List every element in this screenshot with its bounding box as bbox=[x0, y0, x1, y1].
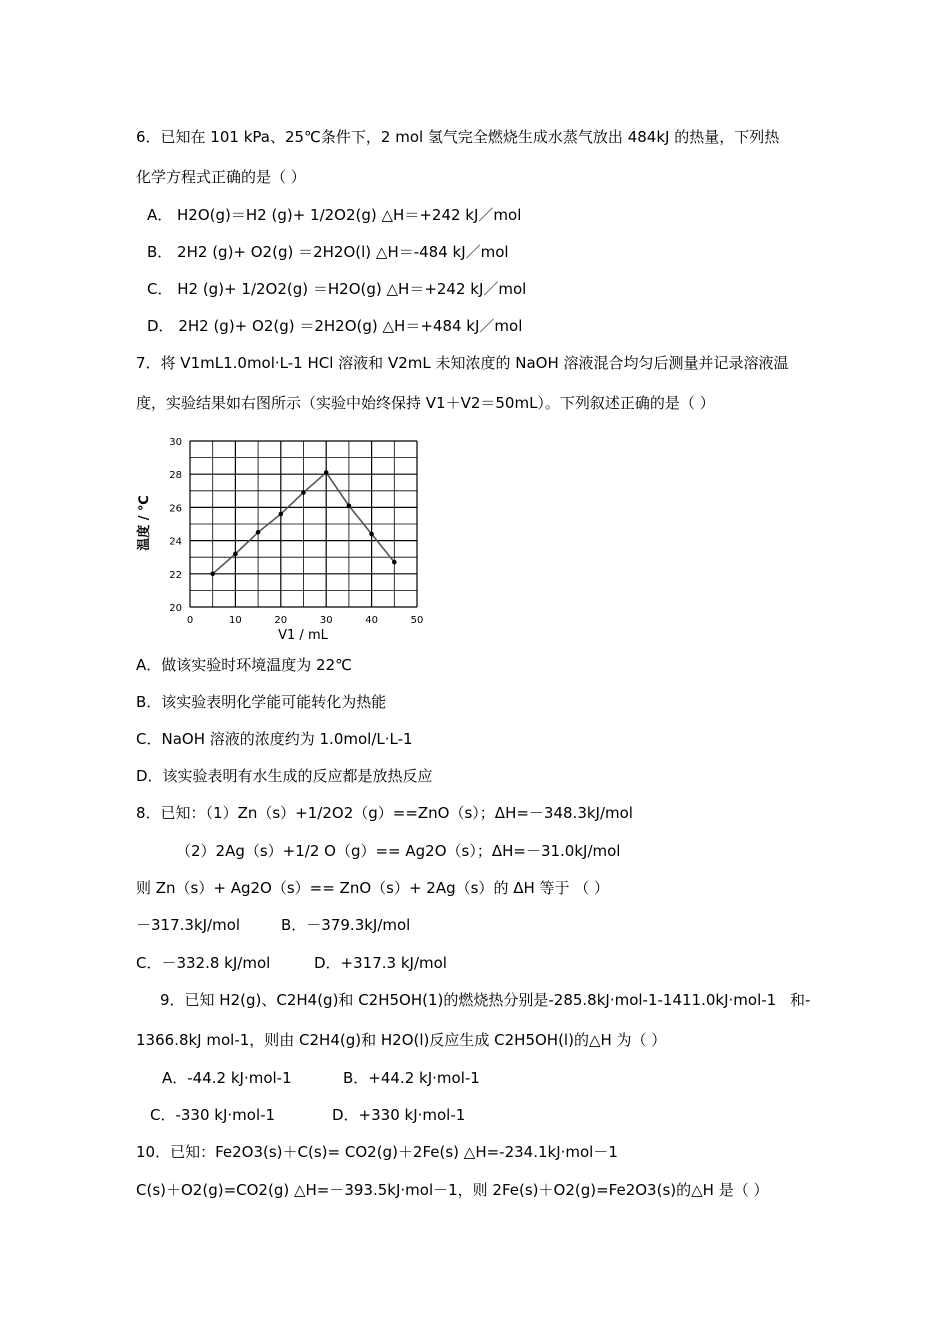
q7-stem-line2: 度，实验结果如右图所示（实验中始终保持 V1＋V2＝50mL）。下列叙述正确的是（ ） bbox=[136, 394, 715, 412]
q9-stem-line1: 9．已知 H2(g)、C2H4(g)和 C2H5OH(1)的燃烧热分别是-285.8kJ·mol-1-1411.0kJ·mol-1 bbox=[160, 991, 777, 1009]
data-point bbox=[369, 532, 374, 537]
q9-stem-line2: 1366.8kJ mol-1，则由 C2H4(g)和 H2O(l)反应生成 C2H5OH(l)的△H 为（ ） bbox=[136, 1031, 667, 1049]
q9-option-d: D．+330 kJ·mol-1 bbox=[332, 1106, 466, 1124]
q9-stem-line1-end: 和- bbox=[790, 991, 811, 1009]
q6-option-a: A． H2O(g)＝H2 (g)+ 1/2O2(g) △H＝+242 kJ／mol bbox=[147, 206, 522, 224]
q8-option-c: C．－332.8 kJ/mol bbox=[136, 954, 271, 972]
chart-ticks bbox=[169, 437, 423, 626]
q6-option-b: B． 2H2 (g)+ O2(g) ＝2H2O(l) △H＝-484 kJ／mol bbox=[147, 243, 509, 261]
x-tick-label: 10 bbox=[229, 615, 242, 626]
temperature-chart bbox=[130, 430, 430, 645]
q8-option-a: －317.3kJ/mol bbox=[136, 916, 241, 934]
q8-equation-2: （2）2Ag（s）+1/2 O（g）== Ag2O（s）；ΔH=－31.0kJ/mol bbox=[176, 842, 621, 860]
q8-stem: 8．已知：（1）Zn（s）+1/2O2（g）==ZnO（s）；ΔH=－348.3kJ/mol bbox=[136, 804, 633, 822]
q8-question: 则 Zn（s）+ Ag2O（s）== ZnO（s）+ 2Ag（s）的 ΔH 等于 （ ） bbox=[136, 879, 610, 897]
x-tick-label: 40 bbox=[365, 615, 378, 626]
data-point bbox=[279, 512, 284, 517]
chart-grid bbox=[190, 441, 417, 607]
chart-x-label: V1 / mL bbox=[278, 628, 328, 643]
chart-y-label: 温度 / ℃ bbox=[137, 495, 152, 551]
data-point bbox=[392, 560, 397, 565]
data-point bbox=[233, 552, 238, 557]
x-tick-label: 50 bbox=[410, 615, 424, 626]
q7-option-b: B．该实验表明化学能可能转化为热能 bbox=[136, 693, 387, 711]
y-tick-label: 20 bbox=[169, 603, 182, 614]
q7-option-a: A．做该实验时环境温度为 22℃ bbox=[136, 656, 352, 674]
q10-stem-line1: 10．已知：Fe2O3(s)＋C(s)= CO2(g)＋2Fe(s) △H=-234.1kJ·mol－1 bbox=[136, 1143, 618, 1161]
data-point bbox=[347, 503, 352, 508]
q6-stem-line1: 6．已知在 101 kPa、25℃条件下，2 mol 氢气完全燃烧生成水蒸气放出 484kJ 的热量，下列热 bbox=[136, 128, 780, 146]
q6-option-d: D． 2H2 (g)+ O2(g) ＝2H2O(g) △H＝+484 kJ／mol bbox=[147, 317, 523, 335]
x-tick-label: 30 bbox=[319, 615, 333, 626]
q9-option-b: B．+44.2 kJ·mol-1 bbox=[343, 1069, 480, 1087]
y-tick-label: 30 bbox=[169, 437, 182, 448]
data-point bbox=[210, 572, 215, 577]
y-tick-label: 24 bbox=[169, 536, 182, 548]
data-point bbox=[324, 470, 329, 475]
y-tick-label: 26 bbox=[169, 503, 182, 515]
data-point bbox=[301, 490, 306, 495]
q6-option-c: C． H2 (g)+ 1/2O2(g) ＝H2O(g) △H＝+242 kJ／mol bbox=[147, 280, 527, 298]
q9-option-a: A．-44.2 kJ·mol-1 bbox=[162, 1069, 292, 1087]
q7-option-c: C．NaOH 溶液的浓度约为 1.0mol/L·L-1 bbox=[136, 730, 413, 748]
y-tick-label: 28 bbox=[169, 470, 182, 482]
x-tick-label: 0 bbox=[186, 615, 194, 626]
q9-option-c: C．-330 kJ·mol-1 bbox=[150, 1106, 276, 1124]
q8-option-b: B．－379.3kJ/mol bbox=[281, 916, 411, 934]
q7-option-d: D．该实验表明有水生成的反应都是放热反应 bbox=[136, 767, 433, 785]
y-tick-label: 22 bbox=[169, 569, 182, 581]
q8-option-d: D．+317.3 kJ/mol bbox=[314, 954, 447, 972]
x-tick-label: 20 bbox=[274, 615, 288, 626]
data-point bbox=[256, 530, 261, 535]
q6-stem-line2: 化学方程式正确的是（ ） bbox=[136, 168, 306, 186]
q10-stem-line2: C(s)＋O2(g)=CO2(g) △H=－393.5kJ·mol－1，则 2Fe(s)＋O2(g)=Fe2O3(s)的△H 是（ ） bbox=[136, 1181, 769, 1199]
q7-stem-line1: 7．将 V1mL1.0mol·L-1 HCl 溶液和 V2mL 未知浓度的 NaOH 溶液混合均匀后测量并记录溶液温 bbox=[136, 354, 789, 372]
